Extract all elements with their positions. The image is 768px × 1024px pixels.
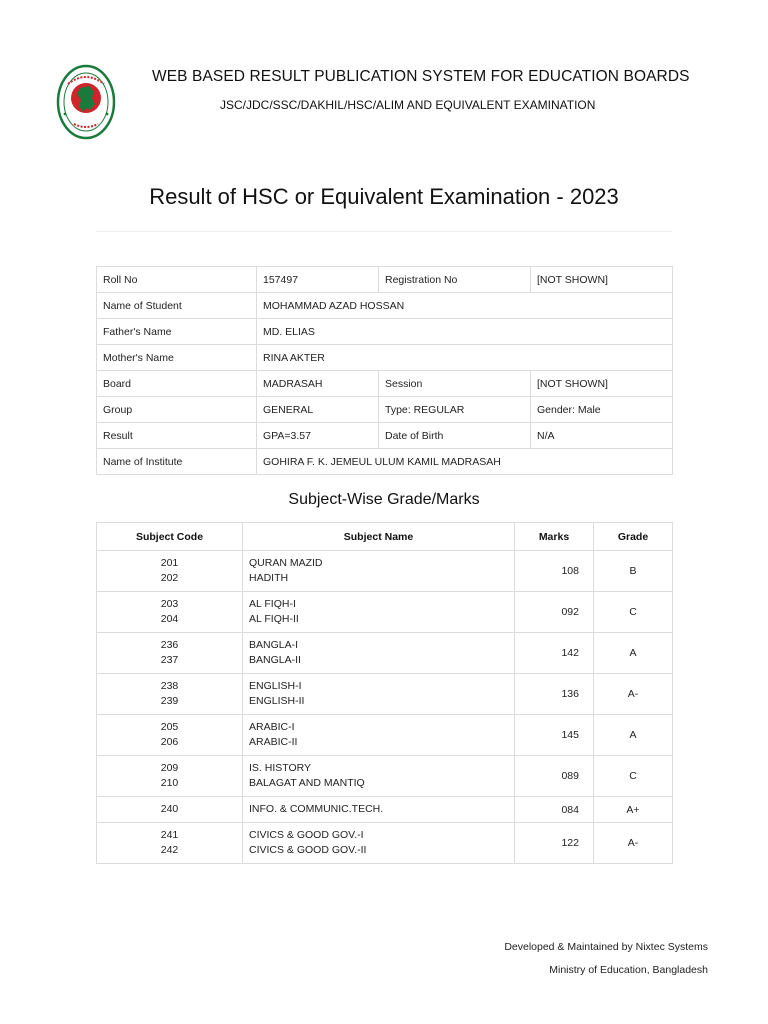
info-row-roll [97, 267, 673, 293]
subject-code-cell [97, 674, 243, 715]
subject-code-cell [97, 633, 243, 674]
table-row [97, 674, 673, 715]
marks-value: 136 [515, 674, 594, 715]
group-value: GENERAL [257, 397, 379, 423]
subject-code: 241 [160, 829, 179, 841]
subject-code-cell [97, 756, 243, 797]
subject-code-header: Subject Code [97, 523, 243, 551]
info-row-mother [97, 345, 673, 371]
marks-value: 142 [515, 633, 594, 674]
subject-code: 205 [160, 721, 179, 733]
mother-name-label: Mother's Name [97, 345, 257, 371]
mother-name-value: RINA AKTER [257, 345, 673, 371]
registration-label: Registration No [379, 267, 531, 293]
table-row [97, 797, 673, 823]
info-row-name [97, 293, 673, 319]
subject-code-cell [97, 823, 243, 864]
subject-code: 238 [160, 680, 179, 692]
session-label: Session [379, 371, 531, 397]
result-label: Result [97, 423, 257, 449]
gender-value: Gender: Male [531, 397, 673, 423]
dob-label: Date of Birth [379, 423, 531, 449]
board-label: Board [97, 371, 257, 397]
subject-code: 202 [160, 572, 179, 584]
subject-code-cell [97, 592, 243, 633]
table-row [97, 592, 673, 633]
subject-name: INFO. & COMMUNIC.TECH. [249, 803, 384, 815]
subject-code: 204 [160, 613, 179, 625]
info-row-institute [97, 449, 673, 475]
marks-header: Marks [515, 523, 594, 551]
subject-name-cell [243, 551, 515, 592]
subject-code: 236 [160, 639, 179, 651]
table-row [97, 551, 673, 592]
table-row [97, 756, 673, 797]
marks-value: 122 [515, 823, 594, 864]
subject-name: IS. HISTORY [249, 762, 312, 774]
subject-code: 210 [160, 777, 179, 789]
subject-name: ENGLISH-I [249, 680, 302, 692]
grade-header: Grade [594, 523, 673, 551]
student-info-table [96, 266, 673, 475]
subject-name: AL FIQH-II [249, 613, 299, 625]
subject-name-cell [243, 823, 515, 864]
roll-value: 157497 [257, 267, 379, 293]
table-row [97, 823, 673, 864]
subject-code-cell [97, 797, 243, 823]
type-value: Type: REGULAR [379, 397, 531, 423]
marks-value: 092 [515, 592, 594, 633]
registration-value: [NOT SHOWN] [531, 267, 673, 293]
subject-code: 201 [160, 557, 179, 569]
subject-name-cell [243, 592, 515, 633]
subject-code: 203 [160, 598, 179, 610]
subject-name-cell [243, 674, 515, 715]
marks-value: 145 [515, 715, 594, 756]
info-row-board [97, 371, 673, 397]
grade-value: A- [594, 823, 673, 864]
father-name-label: Father's Name [97, 319, 257, 345]
page-title: Result of HSC or Equivalent Examination - 2023 [149, 184, 619, 209]
subject-name-cell [243, 633, 515, 674]
header [0, 0, 768, 150]
divider [96, 231, 672, 232]
info-row-group [97, 397, 673, 423]
subject-name: CIVICS & GOOD GOV.-I [249, 829, 364, 841]
footer-developer: Developed & Maintained by Nixtec Systems [504, 941, 708, 953]
subject-code: 209 [160, 762, 179, 774]
subject-name-cell [243, 715, 515, 756]
father-name-value: MD. ELIAS [257, 319, 673, 345]
marks-value: 089 [515, 756, 594, 797]
grade-value: C [594, 592, 673, 633]
subject-code-cell [97, 715, 243, 756]
grade-value: A [594, 633, 673, 674]
subject-code: 239 [160, 695, 179, 707]
grades-section-title: Subject-Wise Grade/Marks [288, 491, 480, 508]
subject-name: AL FIQH-I [249, 598, 296, 610]
session-value: [NOT SHOWN] [531, 371, 673, 397]
subject-name-header: Subject Name [243, 523, 515, 551]
grade-table-header [97, 523, 673, 551]
subject-name: ARABIC-I [249, 721, 295, 733]
institute-value: GOHIRA F. K. JEMEUL ULUM KAMIL MADRASAH [257, 449, 673, 475]
subject-name: ARABIC-II [249, 736, 298, 748]
site-title: WEB BASED RESULT PUBLICATION SYSTEM FOR EDUCATION BOARDS [152, 68, 690, 85]
subject-name: CIVICS & GOOD GOV.-II [249, 844, 367, 856]
subject-name-cell [243, 756, 515, 797]
result-value: GPA=3.57 [257, 423, 379, 449]
footer-ministry: Ministry of Education, Bangladesh [549, 964, 708, 976]
subject-code: 206 [160, 736, 179, 748]
subject-code: 237 [160, 654, 179, 666]
student-name-value: MOHAMMAD AZAD HOSSAN [257, 293, 673, 319]
subject-name: BALAGAT AND MANTIQ [249, 777, 365, 789]
table-row [97, 715, 673, 756]
info-row-result [97, 423, 673, 449]
board-value: MADRASAH [257, 371, 379, 397]
subject-name: BANGLA-II [249, 654, 301, 666]
roll-label: Roll No [97, 267, 257, 293]
grade-value: A- [594, 674, 673, 715]
table-row [97, 633, 673, 674]
group-label: Group [97, 397, 257, 423]
subject-name: ENGLISH-II [249, 695, 305, 707]
marks-value: 108 [515, 551, 594, 592]
student-name-label: Name of Student [97, 293, 257, 319]
info-row-father [97, 319, 673, 345]
institute-label: Name of Institute [97, 449, 257, 475]
grade-value: B [594, 551, 673, 592]
subject-name: HADITH [249, 572, 289, 584]
dob-value: N/A [531, 423, 673, 449]
grade-table [96, 522, 673, 864]
site-subtitle: JSC/JDC/SSC/DAKHIL/HSC/ALIM AND EQUIVALENT EXAMINATION [220, 98, 596, 112]
grade-value: C [594, 756, 673, 797]
grade-value: A [594, 715, 673, 756]
subject-name: BANGLA-I [249, 639, 299, 651]
subject-name-cell [243, 797, 515, 823]
subject-code: 240 [160, 803, 179, 815]
subject-code-cell [97, 551, 243, 592]
bangladesh-government-seal-icon [56, 64, 116, 140]
subject-name: QURAN MAZID [249, 557, 323, 569]
subject-code: 242 [160, 844, 179, 856]
grade-value: A+ [594, 797, 673, 823]
marks-value: 084 [515, 797, 594, 823]
